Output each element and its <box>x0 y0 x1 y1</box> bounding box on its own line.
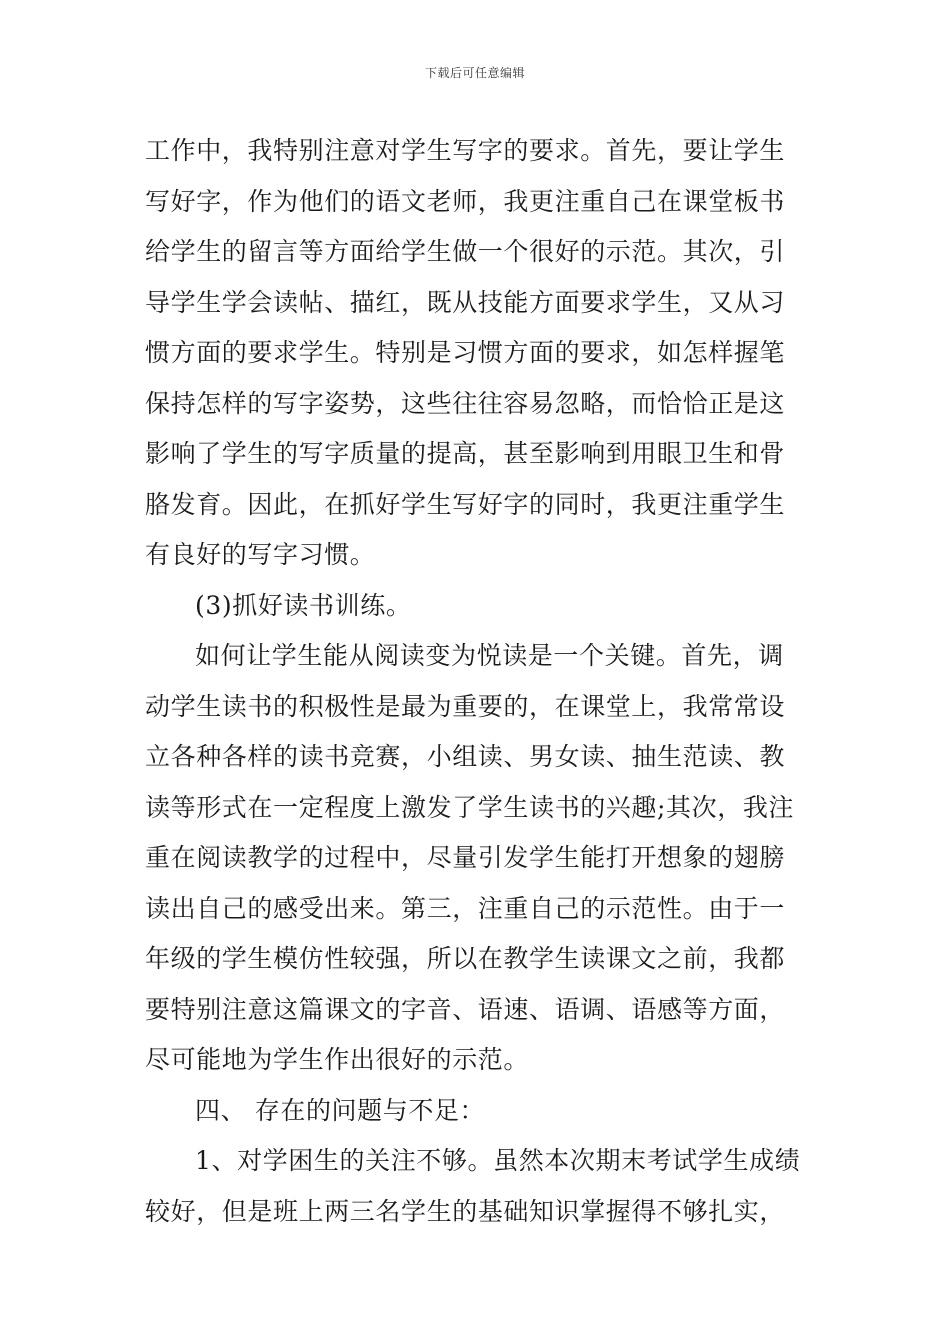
text-line: 工作中，我特别注意对学生写字的要求。首先，要让学生 <box>145 136 786 165</box>
text-line: 四、 存在的问题与不足： <box>195 1095 486 1125</box>
text-line: 保持怎样的写字姿势，这些往往容易忽略，而恰恰正是这 <box>145 388 786 418</box>
text-line: 读等形式在一定程度上激发了学生读书的兴趣;其次，我注 <box>145 792 795 822</box>
text-line: 胳发育。因此，在抓好学生写好字的同时，我更注重学生 <box>145 489 786 519</box>
text-line: 读出自己的感受出来。第三，注重自己的示范性。由于一 <box>145 893 786 923</box>
text-line: 较好，但是班上两三名学生的基础知识掌握得不够扎实， <box>145 1196 786 1226</box>
text-line: (3)抓好读书训练。 <box>195 590 412 620</box>
text-line: 要特别注意这篇课文的字音、语速、语调、语感等方面， <box>145 994 786 1024</box>
text-line: 导学生学会读帖、描红，既从技能方面要求学生，又从习 <box>145 287 786 317</box>
text-line: 动学生读书的积极性是最为重要的，在课堂上，我常常设 <box>145 691 786 721</box>
text-line: 年级的学生模仿性较强，所以在教学生读课文之前，我都 <box>145 944 786 973</box>
document-body <box>145 126 815 1237</box>
text-line: 1、对学困生的关注不够。虽然本次期末考试学生成绩 <box>195 1146 801 1175</box>
header-note: 下载后可任意编辑 <box>424 66 525 80</box>
text-line: 尽可能地为学生作出很好的示范。 <box>145 1045 530 1074</box>
text-line: 影响了学生的写字质量的提高，甚至影响到用眼卫生和骨 <box>145 439 786 468</box>
text-line: 写好字，作为他们的语文老师，我更注重自己在课堂板书 <box>145 186 786 216</box>
text-line: 重在阅读教学的过程中，尽量引发学生能打开想象的翅膀 <box>145 843 786 872</box>
text-line: 给学生的留言等方面给学生做一个很好的示范。其次，引 <box>145 237 786 266</box>
text-line: 立各种各样的读书竞赛，小组读、男女读、抽生范读、教 <box>145 742 786 771</box>
text-line: 惯方面的要求学生。特别是习惯方面的要求，如怎样握笔 <box>145 338 786 367</box>
text-line: 如何让学生能从阅读变为悦读是一个关键。首先，调 <box>195 641 784 670</box>
text-line: 有良好的写字习惯。 <box>145 540 376 569</box>
